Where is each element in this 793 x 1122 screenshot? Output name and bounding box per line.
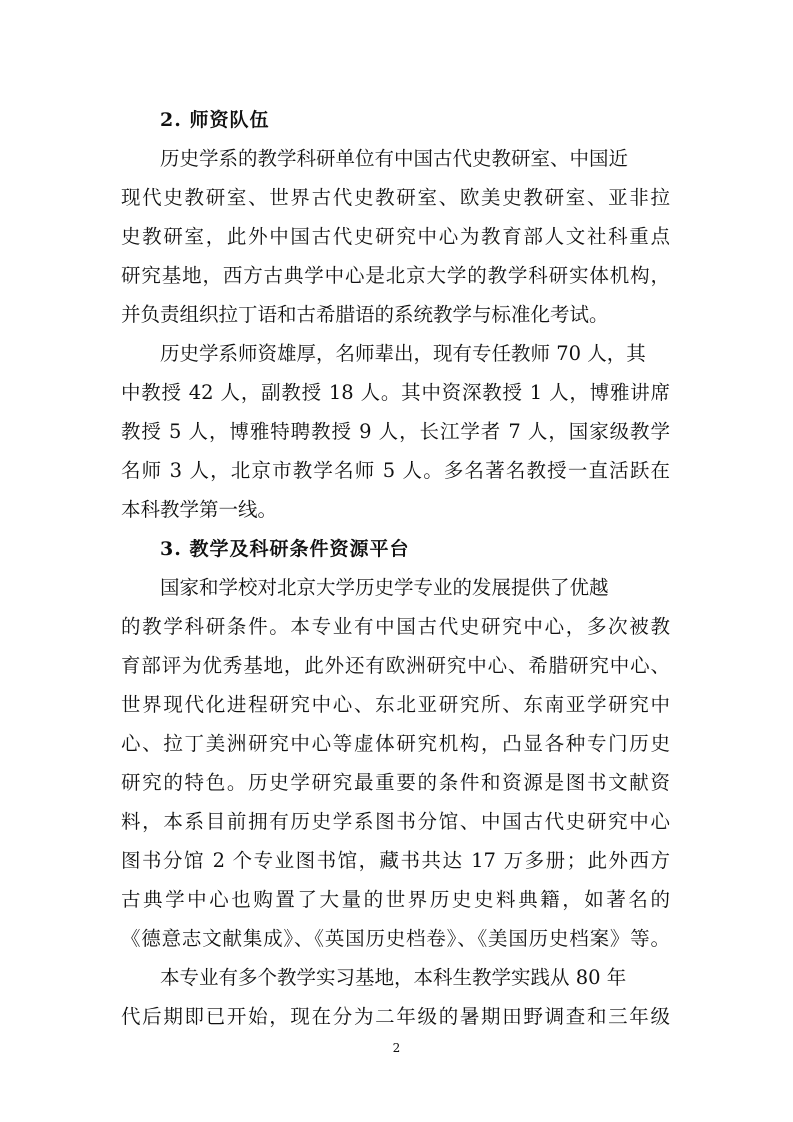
paragraph-line: 本科教学第一线。 bbox=[121, 498, 278, 521]
paragraph-line: 研究基地，西方古典学中心是北京大学的教学科研实体机构， bbox=[121, 264, 670, 287]
page-number: 2 bbox=[392, 1041, 401, 1055]
paragraph-line: 中教授 42 人，副教授 18 人。其中资深教授 1 人，博雅讲席 bbox=[121, 381, 670, 404]
paragraph-line: 历史学系师资雄厚，名师辈出，现有专任教师 70 人，其 bbox=[160, 342, 646, 365]
paragraph-line: 历史学系的教学科研单位有中国古代史教研室、中国近 bbox=[160, 147, 629, 170]
paragraph-line: 世界现代化进程研究中心、东北亚研究所、东南亚学研究中 bbox=[121, 693, 670, 716]
paragraph-line: 教授 5 人，博雅特聘教授 9 人，长江学者 7 人，国家级教学 bbox=[121, 420, 670, 443]
paragraph-line: 国家和学校对北京大学历史学专业的发展提供了优越 bbox=[160, 576, 609, 599]
paragraph-line: 现代史教研室、世界古代史教研室、欧美史教研室、亚非拉 bbox=[121, 186, 670, 209]
paragraph-line: 并负责组织拉丁语和古希腊语的系统教学与标准化考试。 bbox=[121, 303, 609, 326]
paragraph-line: 图书分馆 2 个专业图书馆，藏书共达 17 万多册；此外西方 bbox=[121, 849, 670, 872]
paragraph-line: 代后期即已开始，现在分为二年级的暑期田野调查和三年级 bbox=[121, 1005, 670, 1028]
paragraph-line: 的教学科研条件。本专业有中国古代史研究中心，多次被教 bbox=[121, 615, 670, 638]
paragraph-line: 育部评为优秀基地，此外还有欧洲研究中心、希腊研究中心、 bbox=[121, 654, 670, 677]
section-heading: 2. 师资队伍 bbox=[160, 109, 270, 131]
paragraph-line: 史教研室，此外中国古代史研究中心为教育部人文社科重点 bbox=[121, 225, 670, 248]
paragraph-line: 心、拉丁美洲研究中心等虚体研究机构，凸显各种专门历史 bbox=[121, 732, 670, 755]
paragraph-line: 料，本系目前拥有历史学系图书分馆、中国古代史研究中心 bbox=[121, 810, 670, 833]
paragraph-line: 古典学中心也购置了大量的世界历史史料典籍，如著名的 bbox=[121, 888, 670, 911]
paragraph-line: 名师 3 人，北京市教学名师 5 人。多名著名教授一直活跃在 bbox=[121, 459, 670, 482]
paragraph-line: 研究的特色。历史学研究最重要的条件和资源是图书文献资 bbox=[121, 771, 670, 794]
section-heading: 3. 教学及科研条件资源平台 bbox=[160, 538, 410, 560]
paragraph-line: 《德意志文献集成》、《英国历史档卷》、《美国历史档案》等。 bbox=[121, 927, 670, 950]
paragraph-line: 本专业有多个教学实习基地，本科生教学实践从 80 年 bbox=[160, 966, 627, 989]
